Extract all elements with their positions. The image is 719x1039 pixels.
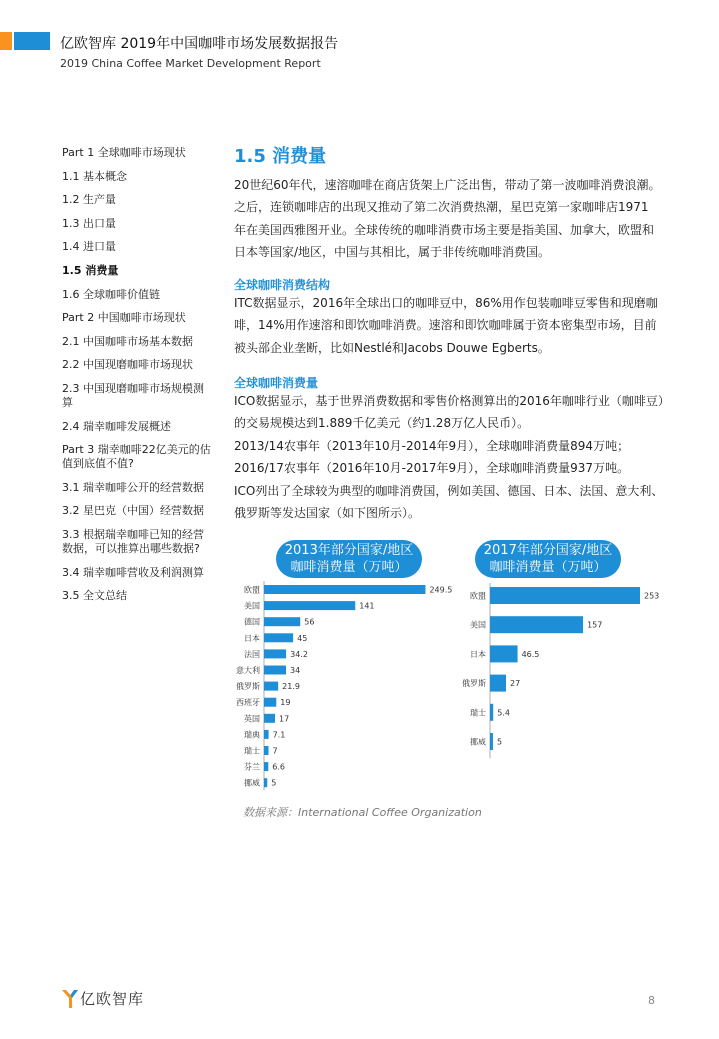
bar bbox=[264, 714, 275, 723]
bar bbox=[490, 645, 518, 662]
value-label: 19 bbox=[280, 698, 291, 708]
category-label: 意大利 bbox=[236, 666, 260, 675]
value-label: 45 bbox=[297, 633, 308, 643]
toc-3-5[interactable]: 3.5 全文总结 bbox=[62, 589, 127, 603]
toc-3-1[interactable]: 3.1 瑞幸咖啡公开的经营数据 bbox=[62, 480, 204, 494]
chart-2013-consumption bbox=[232, 580, 472, 800]
value-label: 56 bbox=[304, 617, 315, 627]
bar bbox=[264, 682, 278, 691]
structure-line: 被头部企业垄断，比如Nestlé和Jacobs Douwe Egberts。 bbox=[234, 340, 550, 355]
volume-line: 2013/14农事年（2013年10月-2014年9月），全球咖啡消费量894万吨； bbox=[234, 438, 630, 453]
value-label: 6.6 bbox=[272, 762, 286, 772]
value-label: 249.5 bbox=[429, 585, 453, 595]
category-label: 英国 bbox=[244, 714, 260, 724]
category-label: 欧盟 bbox=[244, 585, 260, 595]
intro-line: 之后，连锁咖啡店的出现又推动了第二次消费热潮，星巴克第一家咖啡店1971 bbox=[234, 200, 649, 215]
value-label: 7.1 bbox=[272, 730, 286, 740]
category-label: 法国 bbox=[244, 649, 260, 659]
category-label: 瑞典 bbox=[244, 730, 260, 740]
toc-1-3[interactable]: 1.3 出口量 bbox=[62, 216, 116, 230]
subheading-consumption-structure: 全球咖啡消费结构 bbox=[234, 278, 331, 292]
bar bbox=[264, 746, 269, 755]
value-label: 141 bbox=[359, 601, 375, 611]
value-label: 7 bbox=[272, 746, 278, 756]
intro-line: 20世纪60年代，速溶咖啡在商店货架上广泛出售，带动了第一波咖啡消费浪潮。 bbox=[234, 178, 661, 192]
toc-part2[interactable]: Part 2 中国咖啡市场现状 bbox=[62, 311, 186, 325]
category-label: 瑞士 bbox=[470, 708, 486, 718]
chart-2017-title-line: 2017年部分国家/地区 bbox=[483, 543, 613, 558]
category-label: 日本 bbox=[244, 633, 260, 643]
category-label: 欧盟 bbox=[470, 591, 486, 601]
category-label: 俄罗斯 bbox=[462, 679, 486, 689]
bar bbox=[264, 601, 355, 610]
bar bbox=[264, 617, 300, 626]
toc-1-4[interactable]: 1.4 进口量 bbox=[62, 240, 116, 254]
volume-line: 2016/17农事年（2016年10月-2017年9月），全球咖啡消费量937万吨。 bbox=[234, 461, 630, 476]
bar bbox=[490, 587, 640, 604]
bar bbox=[264, 633, 293, 642]
report-subtitle: 2019 China Coffee Market Development Report bbox=[60, 57, 321, 70]
footer-logo-text: 亿欧智库 bbox=[80, 990, 145, 1008]
value-label: 157 bbox=[587, 620, 603, 630]
bar bbox=[490, 616, 583, 633]
category-label: 日本 bbox=[470, 649, 486, 659]
bar bbox=[264, 762, 268, 771]
category-label: 挪威 bbox=[470, 737, 486, 747]
category-label: 俄罗斯 bbox=[236, 682, 260, 692]
toc-part3[interactable]: Part 3 瑞幸咖啡22亿美元的估值到底值不值? bbox=[62, 443, 211, 471]
bar bbox=[264, 649, 286, 658]
intro-line: 年在美国西雅图开业。全球传统的咖啡消费市场主要是指美国、加拿大，欧盟和 bbox=[234, 222, 655, 237]
table-of-contents bbox=[62, 146, 212, 613]
value-label: 27 bbox=[510, 679, 521, 689]
header-orange-block bbox=[0, 32, 12, 50]
value-label: 253 bbox=[644, 591, 660, 601]
category-label: 挪威 bbox=[244, 778, 260, 788]
toc-2-2[interactable]: 2.2 中国现磨咖啡市场现状 bbox=[62, 358, 193, 372]
value-label: 17 bbox=[279, 714, 290, 724]
toc-1-5-current[interactable]: 1.5 消费量 bbox=[62, 263, 119, 277]
toc-1-2[interactable]: 1.2 生产量 bbox=[62, 193, 116, 207]
toc-3-3[interactable]: 3.3 根据瑞幸咖啡已知的经营数据，可以推算出哪些数据? bbox=[62, 527, 204, 555]
chart-2017-title bbox=[475, 540, 621, 578]
report-title: 亿欧智库 2019年中国咖啡市场发展数据报告 bbox=[60, 36, 339, 52]
data-source: 数据来源：International Coffee Organization bbox=[243, 806, 482, 819]
bar bbox=[490, 675, 506, 692]
bar bbox=[490, 733, 493, 750]
value-label: 5 bbox=[271, 778, 277, 788]
value-label: 46.5 bbox=[521, 649, 540, 659]
chart-2013-title-line: 2013年部分国家/地区 bbox=[284, 543, 414, 558]
toc-2-4[interactable]: 2.4 瑞幸咖啡发展概述 bbox=[62, 419, 171, 433]
chart-2017-consumption bbox=[460, 580, 686, 760]
category-label: 西班牙 bbox=[236, 698, 260, 708]
section-title: 1.5 消费量 bbox=[234, 146, 327, 167]
structure-line: ITC数据显示，2016年全球出口的咖啡豆中，86%用作包装咖啡豆零售和现磨咖 bbox=[234, 296, 658, 310]
category-label: 芬兰 bbox=[244, 762, 260, 772]
category-label: 德国 bbox=[244, 617, 260, 627]
bar bbox=[264, 730, 269, 739]
category-label: 美国 bbox=[470, 620, 486, 630]
toc-2-1[interactable]: 2.1 中国咖啡市场基本数据 bbox=[62, 334, 193, 348]
page-number: 8 bbox=[648, 994, 655, 1007]
bar bbox=[264, 698, 276, 707]
subheading-consumption-volume: 全球咖啡消费量 bbox=[234, 376, 319, 390]
structure-line: 啡，14%用作速溶和即饮咖啡消费。速溶和即饮咖啡属于资本密集型市场，目前 bbox=[234, 318, 657, 333]
toc-1-1[interactable]: 1.1 基本概念 bbox=[62, 169, 127, 183]
toc-3-2[interactable]: 3.2 星巴克（中国）经营数据 bbox=[62, 504, 204, 518]
value-label: 5 bbox=[496, 737, 503, 747]
value-label: 5.4 bbox=[497, 708, 510, 718]
volume-line: ICO数据显示，基于世界消费数据和零售价格测算出的2016年咖啡行业（咖啡豆） bbox=[234, 394, 670, 408]
volume-line: 俄罗斯等发达国家（如下图所示）。 bbox=[234, 506, 421, 521]
value-label: 34 bbox=[290, 666, 301, 675]
toc-2-3[interactable]: 2.3 中国现磨咖啡市场规模测算 bbox=[62, 381, 204, 409]
chart-2013-title bbox=[276, 540, 422, 578]
volume-line: 的交易规模达到1.889千亿美元（约1.28万亿人民币）。 bbox=[234, 416, 530, 431]
volume-paragraph bbox=[234, 390, 670, 524]
toc-part1[interactable]: Part 1 全球咖啡市场现状 bbox=[62, 146, 186, 159]
intro-paragraph bbox=[234, 174, 661, 264]
bar bbox=[264, 778, 267, 787]
header-blue-block bbox=[14, 32, 50, 50]
category-label: 美国 bbox=[244, 601, 260, 611]
bar bbox=[264, 585, 425, 594]
yiou-logo-icon bbox=[60, 988, 80, 1010]
chart-2013-title-line: 咖啡消费量（万吨） bbox=[290, 560, 408, 575]
chart-2017-title-line: 咖啡消费量（万吨） bbox=[489, 560, 607, 575]
value-label: 21.9 bbox=[282, 682, 300, 692]
toc-1-6[interactable]: 1.6 全球咖啡价值链 bbox=[62, 287, 160, 301]
volume-line: ICO列出了全球较为典型的咖啡消费国，例如美国、德国、日本、法国、意大利、 bbox=[234, 483, 664, 498]
intro-line: 日本等国家/地区，中国与其相比，属于非传统咖啡消费国。 bbox=[234, 245, 551, 260]
bar bbox=[264, 666, 286, 675]
structure-paragraph bbox=[234, 292, 658, 359]
toc-3-4[interactable]: 3.4 瑞幸咖啡营收及利润测算 bbox=[62, 565, 204, 579]
bar bbox=[490, 704, 493, 721]
category-label: 瑞士 bbox=[244, 746, 260, 756]
value-label: 34.2 bbox=[290, 649, 308, 659]
